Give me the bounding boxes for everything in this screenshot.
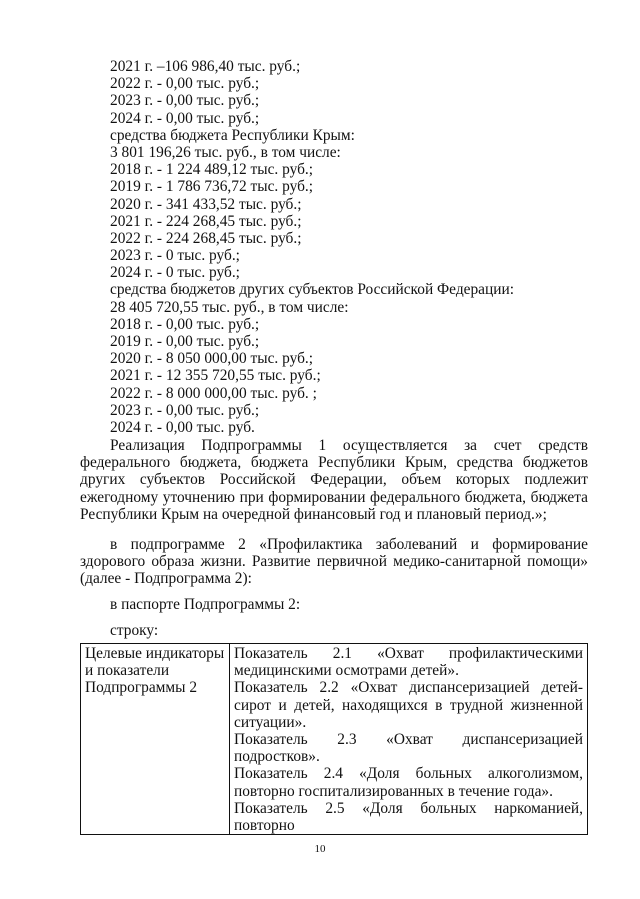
indicator-item: Показатель 2.4 «Доля больных алкоголизмом, повторно госпитализированных в течение года». <box>234 765 583 800</box>
page-number: 10 <box>314 843 326 855</box>
row-label: строку: <box>110 622 159 639</box>
funding-source-heading: средства бюджетов других субъектов Российской Федерации: <box>110 281 514 299</box>
indicator-item: Показатель 2.3 «Охват диспансеризацией подростков». <box>234 731 583 766</box>
funding-line: 2022 г. - 224 268,45 тыс. руб.; <box>110 229 302 247</box>
funding-line: 2024 г. - 0,00 тыс. руб. <box>110 418 255 436</box>
funding-total: 3 801 196,26 тыс. руб., в том числе: <box>110 143 341 161</box>
funding-line: 2019 г. - 0,00 тыс. руб.; <box>110 333 260 350</box>
funding-total: 28 405 720,55 тыс. руб., в том числе: <box>110 298 349 316</box>
indicator-item: Показатель 2.1 «Охват профилактическими медицинскими осмотрами детей». <box>234 645 583 680</box>
funding-line: 2023 г. - 0 тыс. руб.; <box>110 247 240 265</box>
funding-line: 2023 г. - 0,00 тыс. руб.; <box>110 401 260 419</box>
table-label-cell: Целевые индикаторы и показатели Подпрограммы 2 <box>81 644 230 835</box>
passport-label: в паспорте Подпрограммы 2: <box>110 596 301 613</box>
table-row <box>81 644 588 835</box>
funding-line: 2018 г. - 1 224 489,12 тыс. руб.; <box>110 161 314 179</box>
table-indicators-cell <box>230 644 588 835</box>
funding-line: 2024 г. - 0 тыс. руб.; <box>110 264 240 282</box>
funding-line: 2022 г. - 0,00 тыс. руб.; <box>110 75 260 93</box>
indicator-item: Показатель 2.2 «Охват диспансеризацией детей-сирот и детей, находящихся в трудной жизненной ситуации». <box>234 679 583 731</box>
funding-line: 2021 г. - 224 268,45 тыс. руб.; <box>110 212 302 230</box>
indicator-item: Показатель 2.5 «Доля больных наркоманией, повторно <box>234 799 583 835</box>
indicators-table <box>80 643 588 835</box>
implementation-paragraph: Реализация Подпрограммы 1 осуществляется за счет средств федерального бюджета, бюджета Республики Крым, средства бюджетов других субъектов Российской Федерации, объем которых подлежит ежегодному уточнению при формировании федерального бюджета, бюджета Республики Крым на очередной финансовый год и плановый период.»; <box>80 437 588 523</box>
funding-line: 2022 г. - 8 000 000,00 тыс. руб. ; <box>110 384 317 402</box>
funding-line: 2024 г. - 0,00 тыс. руб.; <box>110 109 260 127</box>
subprogram2-paragraph: в подпрограмме 2 «Профилактика заболеваний и формирование здорового образа жизни. Развитие первичной медико-санитарной помощи» (далее - Подпрограмма 2): <box>80 536 588 588</box>
funding-line: 2019 г. - 1 786 736,72 тыс. руб.; <box>110 178 314 196</box>
funding-line: 2023 г. - 0,00 тыс. руб.; <box>110 92 260 110</box>
funding-lines <box>110 58 514 436</box>
funding-line: 2021 г. –106 986,40 тыс. руб.; <box>110 58 301 75</box>
funding-line: 2020 г. - 8 050 000,00 тыс. руб.; <box>110 350 314 368</box>
funding-line: 2021 г. - 12 355 720,55 тыс. руб.; <box>110 367 321 385</box>
funding-line: 2018 г. - 0,00 тыс. руб.; <box>110 315 260 333</box>
funding-source-heading: средства бюджета Республики Крым: <box>110 126 355 144</box>
funding-line: 2020 г. - 341 433,52 тыс. руб.; <box>110 195 302 213</box>
